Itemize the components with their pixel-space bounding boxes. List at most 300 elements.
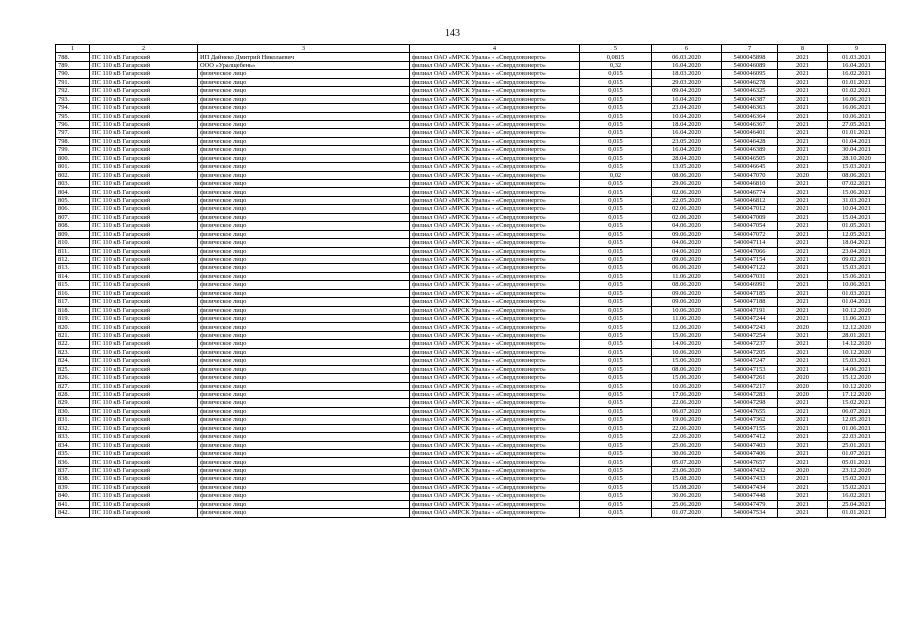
contract-number-cell: 5400046505	[722, 154, 778, 162]
grid-organization-cell: филиал ОАО «МРСК Урала» - «Свердловэнерго»	[410, 441, 580, 449]
contract-number-cell: 5400047217	[722, 382, 778, 390]
table-row	[56, 213, 886, 221]
year-cell: 2021	[778, 475, 828, 483]
year-cell: 2020	[778, 374, 828, 382]
power-cell: 0,015	[580, 306, 652, 314]
power-cell: 0,015	[580, 205, 652, 213]
grid-organization-cell: филиал ОАО «МРСК Урала» - «Свердловэнерго»	[410, 188, 580, 196]
column-header: 8	[778, 45, 828, 53]
deadline-date-cell: 16.02.2021	[828, 492, 886, 500]
row-number-cell: 816.	[56, 289, 90, 297]
substation-cell: ПС 110 кВ Гагарский	[90, 171, 198, 179]
row-number-cell: 802.	[56, 171, 90, 179]
power-cell: 0,015	[580, 129, 652, 137]
row-number-cell: 799.	[56, 146, 90, 154]
substation-cell: ПС 110 кВ Гагарский	[90, 348, 198, 356]
row-number-cell: 838.	[56, 475, 90, 483]
grid-organization-cell: филиал ОАО «МРСК Урала» - «Свердловэнерго»	[410, 171, 580, 179]
applicant-cell: физическое лицо	[198, 357, 410, 365]
applicant-cell: физическое лицо	[198, 146, 410, 154]
power-cell: 0,015	[580, 331, 652, 339]
request-date-cell: 25.06.2020	[652, 441, 722, 449]
applicant-cell: физическое лицо	[198, 458, 410, 466]
contract-number-cell: 5400047205	[722, 348, 778, 356]
deadline-date-cell: 10.04.2021	[828, 205, 886, 213]
table-row	[56, 146, 886, 154]
power-cell: 0,015	[580, 247, 652, 255]
contract-number-cell: 5400046428	[722, 137, 778, 145]
row-number-cell: 815.	[56, 281, 90, 289]
grid-organization-cell: филиал ОАО «МРСК Урала» - «Свердловэнерго»	[410, 70, 580, 78]
table-row	[56, 120, 886, 128]
power-cell: 0,015	[580, 222, 652, 230]
year-cell: 2021	[778, 298, 828, 306]
request-date-cell: 11.06.2020	[652, 315, 722, 323]
substation-cell: ПС 110 кВ Гагарский	[90, 213, 198, 221]
substation-cell: ПС 110 кВ Гагарский	[90, 433, 198, 441]
year-cell: 2021	[778, 180, 828, 188]
power-cell: 0,015	[580, 509, 652, 517]
power-cell: 0,015	[580, 315, 652, 323]
grid-organization-cell: филиал ОАО «МРСК Урала» - «Свердловэнерго»	[410, 272, 580, 280]
request-date-cell: 30.06.2020	[652, 450, 722, 458]
contract-number-cell: 5400046387	[722, 95, 778, 103]
request-date-cell: 28.04.2020	[652, 154, 722, 162]
applicant-cell: физическое лицо	[198, 120, 410, 128]
grid-organization-cell: филиал ОАО «МРСК Урала» - «Свердловэнерго»	[410, 120, 580, 128]
table-row	[56, 264, 886, 272]
deadline-date-cell: 01.06.2021	[828, 424, 886, 432]
applicant-cell: физическое лицо	[198, 78, 410, 86]
power-cell: 0,015	[580, 441, 652, 449]
request-date-cell: 16.04.2020	[652, 61, 722, 69]
row-number-cell: 818.	[56, 306, 90, 314]
row-number-cell: 809.	[56, 230, 90, 238]
deadline-date-cell: 16.04.2021	[828, 61, 886, 69]
substation-cell: ПС 110 кВ Гагарский	[90, 281, 198, 289]
applicant-cell: физическое лицо	[198, 500, 410, 508]
contract-number-cell: 5400046367	[722, 120, 778, 128]
table-row	[56, 171, 886, 179]
table-row	[56, 433, 886, 441]
applicant-cell: физическое лицо	[198, 213, 410, 221]
table-row	[56, 154, 886, 162]
table-row	[56, 441, 886, 449]
row-number-cell: 825.	[56, 365, 90, 373]
power-cell: 0,015	[580, 239, 652, 247]
row-number-cell: 824.	[56, 357, 90, 365]
request-date-cell: 22.06.2020	[652, 399, 722, 407]
power-cell: 0,015	[580, 416, 652, 424]
row-number-cell: 830.	[56, 407, 90, 415]
request-date-cell: 08.06.2020	[652, 365, 722, 373]
row-number-cell: 788.	[56, 53, 90, 61]
contract-number-cell: 5400047031	[722, 272, 778, 280]
row-number-cell: 831.	[56, 416, 90, 424]
substation-cell: ПС 110 кВ Гагарский	[90, 264, 198, 272]
table-body	[56, 53, 886, 517]
request-date-cell: 11.06.2020	[652, 272, 722, 280]
applicant-cell: физическое лицо	[198, 365, 410, 373]
applicant-cell: физическое лицо	[198, 509, 410, 517]
contract-number-cell: 5400046278	[722, 78, 778, 86]
contract-number-cell: 5400047237	[722, 340, 778, 348]
page-number: 143	[445, 28, 460, 39]
applicant-cell: физическое лицо	[198, 492, 410, 500]
table-row	[56, 222, 886, 230]
contract-number-cell: 5400047155	[722, 424, 778, 432]
deadline-date-cell: 15.02.2021	[828, 483, 886, 491]
row-number-cell: 812.	[56, 255, 90, 263]
table-row	[56, 399, 886, 407]
row-number-cell: 840.	[56, 492, 90, 500]
applicant-cell: физическое лицо	[198, 348, 410, 356]
substation-cell: ПС 110 кВ Гагарский	[90, 146, 198, 154]
grid-organization-cell: филиал ОАО «МРСК Урала» - «Свердловэнерго»	[410, 340, 580, 348]
grid-organization-cell: филиал ОАО «МРСК Урала» - «Свердловэнерго»	[410, 323, 580, 331]
substation-cell: ПС 110 кВ Гагарский	[90, 112, 198, 120]
applicant-cell: физическое лицо	[198, 239, 410, 247]
substation-cell: ПС 110 кВ Гагарский	[90, 95, 198, 103]
deadline-date-cell: 15.12.2020	[828, 374, 886, 382]
year-cell: 2020	[778, 323, 828, 331]
power-cell: 0,015	[580, 323, 652, 331]
year-cell: 2021	[778, 500, 828, 508]
deadline-date-cell: 05.01.2021	[828, 458, 886, 466]
table-row	[56, 87, 886, 95]
request-date-cell: 22.06.2020	[652, 433, 722, 441]
applicant-cell: физическое лицо	[198, 196, 410, 204]
substation-cell: ПС 110 кВ Гагарский	[90, 104, 198, 112]
grid-organization-cell: филиал ОАО «МРСК Урала» - «Свердловэнерго»	[410, 331, 580, 339]
request-date-cell: 08.06.2020	[652, 281, 722, 289]
contract-number-cell: 5400047191	[722, 306, 778, 314]
row-number-cell: 808.	[56, 222, 90, 230]
grid-organization-cell: филиал ОАО «МРСК Урала» - «Свердловэнерго»	[410, 306, 580, 314]
table-row	[56, 374, 886, 382]
row-number-cell: 836.	[56, 458, 90, 466]
grid-organization-cell: филиал ОАО «МРСК Урала» - «Свердловэнерго»	[410, 247, 580, 255]
year-cell: 2021	[778, 230, 828, 238]
deadline-date-cell: 01.07.2021	[828, 450, 886, 458]
request-date-cell: 10.06.2020	[652, 306, 722, 314]
row-number-cell: 839.	[56, 483, 90, 491]
connection-registry-table	[55, 44, 886, 518]
power-cell: 0,015	[580, 450, 652, 458]
applicant-cell: физическое лицо	[198, 112, 410, 120]
applicant-cell: физическое лицо	[198, 188, 410, 196]
grid-organization-cell: филиал ОАО «МРСК Урала» - «Свердловэнерго»	[410, 163, 580, 171]
power-cell: 0,015	[580, 466, 652, 474]
grid-organization-cell: филиал ОАО «МРСК Урала» - «Свердловэнерго»	[410, 433, 580, 441]
table-row	[56, 340, 886, 348]
request-date-cell: 10.04.2020	[652, 112, 722, 120]
request-date-cell: 15.08.2020	[652, 483, 722, 491]
request-date-cell: 30.06.2020	[652, 492, 722, 500]
deadline-date-cell: 01.01.2021	[828, 78, 886, 86]
applicant-cell: физическое лицо	[198, 272, 410, 280]
deadline-date-cell: 11.06.2021	[828, 315, 886, 323]
substation-cell: ПС 110 кВ Гагарский	[90, 188, 198, 196]
applicant-cell: физическое лицо	[198, 306, 410, 314]
substation-cell: ПС 110 кВ Гагарский	[90, 222, 198, 230]
row-number-cell: 832.	[56, 424, 90, 432]
contract-number-cell: 5400047243	[722, 323, 778, 331]
power-cell: 0,015	[580, 120, 652, 128]
substation-cell: ПС 110 кВ Гагарский	[90, 390, 198, 398]
deadline-date-cell: 12.12.2020	[828, 323, 886, 331]
applicant-cell: физическое лицо	[198, 104, 410, 112]
year-cell: 2021	[778, 289, 828, 297]
year-cell: 2021	[778, 272, 828, 280]
substation-cell: ПС 110 кВ Гагарский	[90, 137, 198, 145]
request-date-cell: 04.06.2020	[652, 239, 722, 247]
deadline-date-cell: 14.12.2020	[828, 340, 886, 348]
year-cell: 2021	[778, 205, 828, 213]
row-number-cell: 805.	[56, 196, 90, 204]
deadline-date-cell: 08.06.2021	[828, 171, 886, 179]
year-cell: 2021	[778, 433, 828, 441]
power-cell: 0,015	[580, 407, 652, 415]
grid-organization-cell: филиал ОАО «МРСК Урала» - «Свердловэнерго»	[410, 196, 580, 204]
year-cell: 2021	[778, 104, 828, 112]
table-row	[56, 137, 886, 145]
request-date-cell: 15.08.2020	[652, 475, 722, 483]
deadline-date-cell: 01.05.2021	[828, 222, 886, 230]
year-cell: 2021	[778, 129, 828, 137]
applicant-cell: физическое лицо	[198, 390, 410, 398]
row-number-cell: 792.	[56, 87, 90, 95]
year-cell: 2021	[778, 255, 828, 263]
power-cell: 0,015	[580, 196, 652, 204]
column-header: 9	[828, 45, 886, 53]
contract-number-cell: 5400047479	[722, 500, 778, 508]
grid-organization-cell: филиал ОАО «МРСК Урала» - «Свердловэнерго»	[410, 230, 580, 238]
table-row	[56, 180, 886, 188]
deadline-date-cell: 15.03.2021	[828, 357, 886, 365]
substation-cell: ПС 110 кВ Гагарский	[90, 475, 198, 483]
year-cell: 2021	[778, 61, 828, 69]
row-number-cell: 791.	[56, 78, 90, 86]
grid-organization-cell: филиал ОАО «МРСК Урала» - «Свердловэнерго»	[410, 509, 580, 517]
contract-number-cell: 5400047412	[722, 433, 778, 441]
applicant-cell: физическое лицо	[198, 289, 410, 297]
row-number-cell: 806.	[56, 205, 90, 213]
substation-cell: ПС 110 кВ Гагарский	[90, 205, 198, 213]
power-cell: 0,015	[580, 424, 652, 432]
grid-organization-cell: филиал ОАО «МРСК Урала» - «Свердловэнерго»	[410, 154, 580, 162]
deadline-date-cell: 12.05.2021	[828, 416, 886, 424]
table-row	[56, 129, 886, 137]
grid-organization-cell: филиал ОАО «МРСК Урала» - «Свердловэнерго»	[410, 348, 580, 356]
applicant-cell: физическое лицо	[198, 281, 410, 289]
contract-number-cell: 5400047009	[722, 213, 778, 221]
request-date-cell: 29.06.2020	[652, 180, 722, 188]
deadline-date-cell: 15.04.2021	[828, 213, 886, 221]
request-date-cell: 23.06.2020	[652, 466, 722, 474]
table-row	[56, 272, 886, 280]
contract-number-cell: 5400047362	[722, 416, 778, 424]
grid-organization-cell: филиал ОАО «МРСК Урала» - «Свердловэнерго»	[410, 483, 580, 491]
substation-cell: ПС 110 кВ Гагарский	[90, 382, 198, 390]
year-cell: 2021	[778, 357, 828, 365]
grid-organization-cell: филиал ОАО «МРСК Урала» - «Свердловэнерго»	[410, 407, 580, 415]
row-number-cell: 826.	[56, 374, 90, 382]
row-number-cell: 828.	[56, 390, 90, 398]
year-cell: 2021	[778, 112, 828, 120]
substation-cell: ПС 110 кВ Гагарский	[90, 53, 198, 61]
power-cell: 0,015	[580, 492, 652, 500]
substation-cell: ПС 110 кВ Гагарский	[90, 120, 198, 128]
power-cell: 0,015	[580, 433, 652, 441]
table-row	[56, 255, 886, 263]
row-number-cell: 821.	[56, 331, 90, 339]
row-number-cell: 796.	[56, 120, 90, 128]
power-cell: 0,015	[580, 390, 652, 398]
grid-organization-cell: филиал ОАО «МРСК Урала» - «Свердловэнерго»	[410, 213, 580, 221]
contract-number-cell: 5400047066	[722, 247, 778, 255]
applicant-cell: физическое лицо	[198, 483, 410, 491]
contract-number-cell: 5400046089	[722, 61, 778, 69]
deadline-date-cell: 07.02.2021	[828, 180, 886, 188]
applicant-cell: физическое лицо	[198, 331, 410, 339]
deadline-date-cell: 16.06.2021	[828, 104, 886, 112]
request-date-cell: 09.06.2020	[652, 298, 722, 306]
request-date-cell: 17.06.2020	[652, 390, 722, 398]
applicant-cell: физическое лицо	[198, 407, 410, 415]
contract-number-cell: 5400047534	[722, 509, 778, 517]
grid-organization-cell: филиал ОАО «МРСК Урала» - «Свердловэнерго»	[410, 255, 580, 263]
grid-organization-cell: филиал ОАО «МРСК Урала» - «Свердловэнерго»	[410, 87, 580, 95]
substation-cell: ПС 110 кВ Гагарский	[90, 399, 198, 407]
substation-cell: ПС 110 кВ Гагарский	[90, 154, 198, 162]
request-date-cell: 22.05.2020	[652, 196, 722, 204]
deadline-date-cell: 10.12.2020	[828, 306, 886, 314]
row-number-cell: 807.	[56, 213, 90, 221]
request-date-cell: 04.06.2020	[652, 222, 722, 230]
year-cell: 2021	[778, 247, 828, 255]
contract-number-cell: 5400047070	[722, 171, 778, 179]
contract-number-cell: 5400046645	[722, 163, 778, 171]
power-cell: 0,015	[580, 146, 652, 154]
table-row	[56, 104, 886, 112]
power-cell: 0,015	[580, 163, 652, 171]
row-number-cell: 834.	[56, 441, 90, 449]
year-cell: 2021	[778, 306, 828, 314]
contract-number-cell: 5400047261	[722, 374, 778, 382]
request-date-cell: 16.04.2020	[652, 95, 722, 103]
row-number-cell: 798.	[56, 137, 90, 145]
grid-organization-cell: филиал ОАО «МРСК Урала» - «Свердловэнерго»	[410, 357, 580, 365]
power-cell: 0,015	[580, 365, 652, 373]
request-date-cell: 09.06.2020	[652, 255, 722, 263]
row-number-cell: 819.	[56, 315, 90, 323]
row-number-cell: 803.	[56, 180, 90, 188]
power-cell: 0,32	[580, 61, 652, 69]
row-number-cell: 811.	[56, 247, 90, 255]
year-cell: 2020	[778, 171, 828, 179]
applicant-cell: физическое лицо	[198, 180, 410, 188]
deadline-date-cell: 10.06.2021	[828, 112, 886, 120]
substation-cell: ПС 110 кВ Гагарский	[90, 458, 198, 466]
applicant-cell: физическое лицо	[198, 230, 410, 238]
table-row	[56, 230, 886, 238]
applicant-cell: физическое лицо	[198, 466, 410, 474]
substation-cell: ПС 110 кВ Гагарский	[90, 331, 198, 339]
contract-number-cell: 5400046363	[722, 104, 778, 112]
substation-cell: ПС 110 кВ Гагарский	[90, 509, 198, 517]
request-date-cell: 05.07.2020	[652, 458, 722, 466]
power-cell: 0,015	[580, 137, 652, 145]
grid-organization-cell: филиал ОАО «МРСК Урала» - «Свердловэнерго»	[410, 53, 580, 61]
contract-number-cell: 5400047072	[722, 230, 778, 238]
row-number-cell: 793.	[56, 95, 90, 103]
request-date-cell: 15.06.2020	[652, 357, 722, 365]
table-row	[56, 407, 886, 415]
year-cell: 2021	[778, 483, 828, 491]
row-number-cell: 820.	[56, 323, 90, 331]
deadline-date-cell: 28.10.2020	[828, 154, 886, 162]
contract-number-cell: 5400045898	[722, 53, 778, 61]
substation-cell: ПС 110 кВ Гагарский	[90, 230, 198, 238]
deadline-date-cell: 15.06.2021	[828, 272, 886, 280]
grid-organization-cell: филиал ОАО «МРСК Урала» - «Свердловэнерго»	[410, 382, 580, 390]
power-cell: 0,015	[580, 112, 652, 120]
applicant-cell: физическое лицо	[198, 87, 410, 95]
grid-organization-cell: филиал ОАО «МРСК Урала» - «Свердловэнерго»	[410, 450, 580, 458]
request-date-cell: 01.07.2020	[652, 509, 722, 517]
substation-cell: ПС 110 кВ Гагарский	[90, 374, 198, 382]
table-row	[56, 357, 886, 365]
request-date-cell: 10.06.2020	[652, 382, 722, 390]
request-date-cell: 15.06.2020	[652, 331, 722, 339]
deadline-date-cell: 10.12.2020	[828, 382, 886, 390]
row-number-cell: 814.	[56, 272, 90, 280]
row-number-cell: 827.	[56, 382, 90, 390]
contract-number-cell: 5400047244	[722, 315, 778, 323]
request-date-cell: 09.06.2020	[652, 289, 722, 297]
year-cell: 2021	[778, 154, 828, 162]
deadline-date-cell: 17.12.2020	[828, 390, 886, 398]
deadline-date-cell: 01.02.2021	[828, 87, 886, 95]
power-cell: 0,02	[580, 171, 652, 179]
table-row	[56, 492, 886, 500]
request-date-cell: 06.06.2020	[652, 264, 722, 272]
deadline-date-cell: 23.04.2021	[828, 247, 886, 255]
substation-cell: ПС 110 кВ Гагарский	[90, 180, 198, 188]
column-header: 3	[198, 45, 410, 53]
power-cell: 0,015	[580, 230, 652, 238]
substation-cell: ПС 110 кВ Гагарский	[90, 441, 198, 449]
applicant-cell: физическое лицо	[198, 154, 410, 162]
year-cell: 2021	[778, 407, 828, 415]
power-cell: 0,015	[580, 399, 652, 407]
contract-number-cell: 5400046325	[722, 87, 778, 95]
request-date-cell: 06.07.2020	[652, 407, 722, 415]
substation-cell: ПС 110 кВ Гагарский	[90, 323, 198, 331]
deadline-date-cell: 15.02.2021	[828, 399, 886, 407]
grid-organization-cell: филиал ОАО «МРСК Урала» - «Свердловэнерго»	[410, 424, 580, 432]
substation-cell: ПС 110 кВ Гагарский	[90, 306, 198, 314]
power-cell: 0,015	[580, 289, 652, 297]
substation-cell: ПС 110 кВ Гагарский	[90, 483, 198, 491]
request-date-cell: 09.06.2020	[652, 230, 722, 238]
deadline-date-cell: 30.04.2021	[828, 146, 886, 154]
year-cell: 2021	[778, 78, 828, 86]
contract-number-cell: 5400046364	[722, 112, 778, 120]
substation-cell: ПС 110 кВ Гагарский	[90, 365, 198, 373]
power-cell: 0,015	[580, 70, 652, 78]
